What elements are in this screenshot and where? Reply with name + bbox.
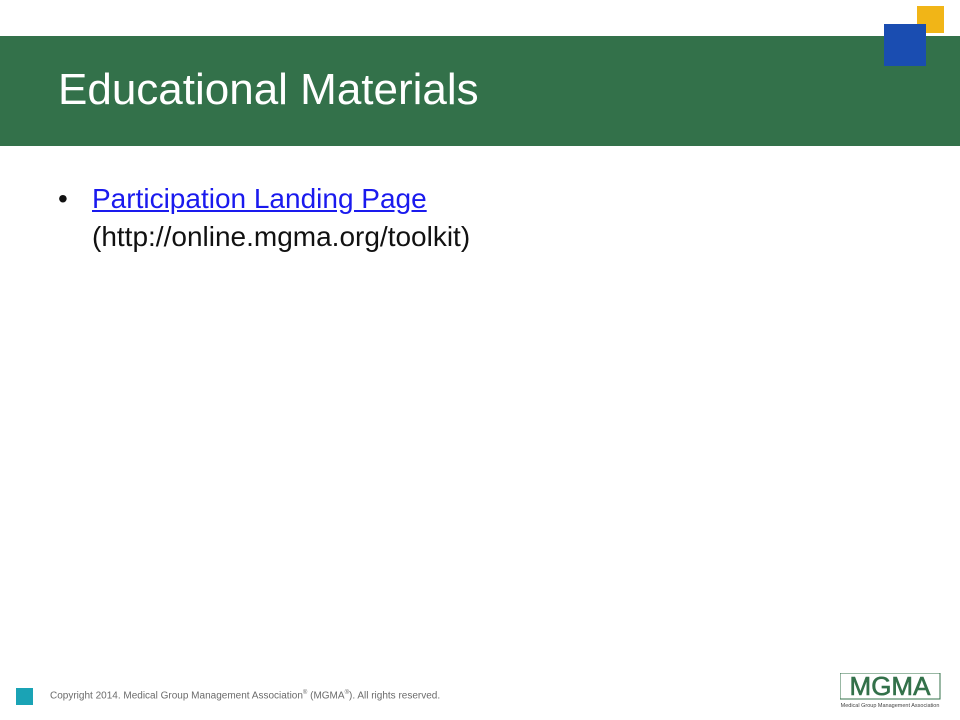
- footer-accent-square: [16, 688, 33, 705]
- bullet-item: [58, 180, 898, 256]
- logo-wordmark: MGMA: [849, 673, 931, 701]
- copyright-text-part1: Copyright 2014. Medical Group Management Association: [50, 690, 303, 702]
- slide-title: Educational Materials: [58, 65, 479, 114]
- content-area: [58, 180, 898, 256]
- participation-landing-page-link[interactable]: Participation Landing Page: [92, 183, 427, 214]
- logo-subtitle: Medical Group Management Association: [840, 703, 940, 709]
- footer-copyright: [50, 690, 440, 701]
- registered-mark: ®: [302, 690, 308, 696]
- bullet-url-text: (http://online.mgma.org/toolkit): [92, 221, 471, 252]
- copyright-text-part3: ). All rights reserved.: [348, 690, 441, 702]
- mgma-logo: [840, 673, 944, 711]
- bullet-dot-icon: •: [58, 183, 68, 214]
- copyright-text-part2: (MGMA: [307, 690, 345, 702]
- blue-accent-square: [884, 24, 926, 66]
- registered-mark: ®: [344, 690, 349, 696]
